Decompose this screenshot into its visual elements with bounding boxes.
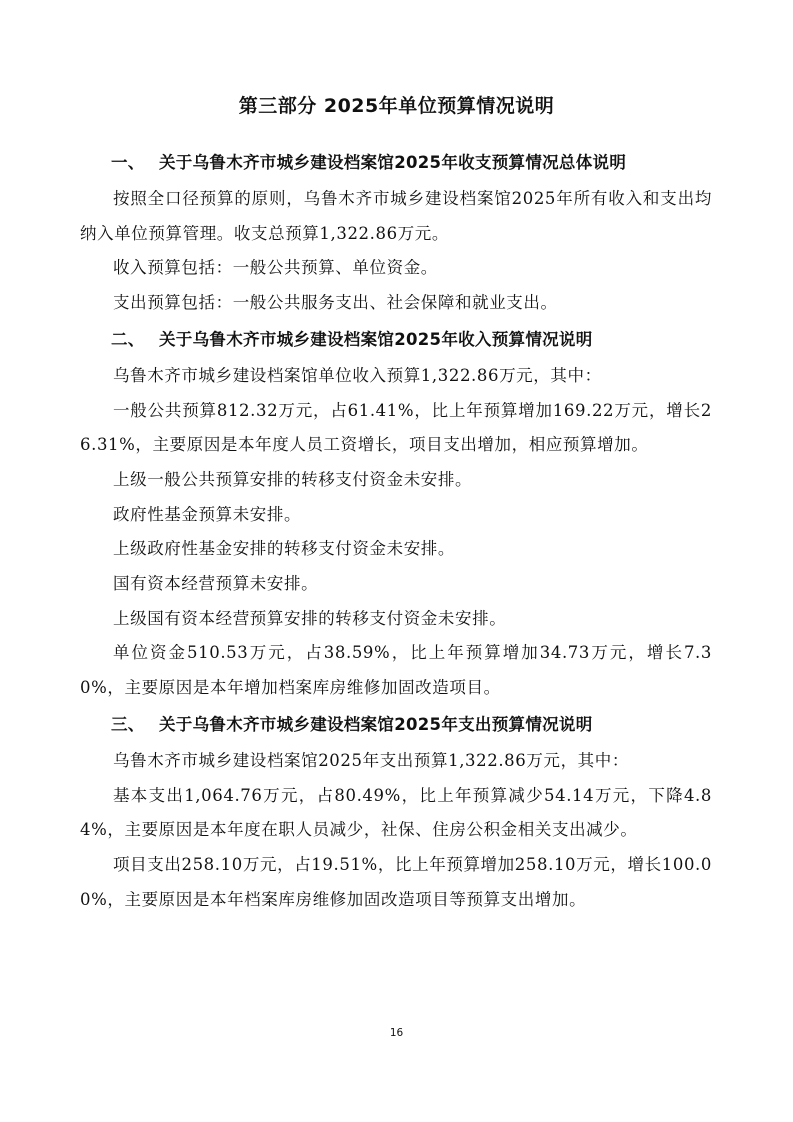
section-number-2: 二、 [111,329,145,349]
paragraph: 乌鲁木齐市城乡建设档案馆单位收入预算1,322.86万元，其中： [113,365,602,385]
paragraph: 一般公共预算812.32万元，占61.41%，比上年预算增加169.22万元，增长26.31%，主要原因是本年度人员工资增长，项目支出增加，相应预算增加。 [80,400,712,455]
section-heading-1 [80,144,712,182]
paragraph: 基本支出1,064.76万元，占80.49%，比上年预算减少54.14万元，下降4.84%，主要原因是本年度在职人员减少，社保、住房公积金相关支出减少。 [80,785,712,840]
paragraph: 乌鲁木齐市城乡建设档案馆2025年支出预算1,322.86万元，其中： [113,750,629,770]
page-number: 16 [389,1027,404,1039]
paragraph: 支出预算包括：一般公共服务支出、社会保障和就业支出。 [113,293,558,313]
paragraph: 按照全口径预算的原则，乌鲁木齐市城乡建设档案馆2025年所有收入和支出均纳入单位预算管理。收支总预算1,322.86万元。 [80,189,712,243]
paragraph: 政府性基金预算未安排。 [113,504,302,524]
section-title-3: 关于乌鲁木齐市城乡建设档案馆2025年支出预算情况说明 [159,714,593,734]
page-title: 第三部分 2025年单位预算情况说明 [238,95,555,117]
document-body [80,144,712,917]
section-number-3: 三、 [111,714,145,734]
section-number-1: 一、 [111,153,145,172]
section-title-2: 关于乌鲁木齐市城乡建设档案馆2025年收入预算情况说明 [159,329,593,349]
paragraph: 收入预算包括：一般公共预算、单位资金。 [113,258,438,278]
paragraph: 国有资本经营预算未安排。 [113,574,319,594]
paragraph: 上级政府性基金安排的转移支付资金未安排。 [113,539,455,559]
section-heading-2 [80,321,712,359]
paragraph: 上级一般公共预算安排的转移支付资金未安排。 [113,469,473,489]
section-title-1: 关于乌鲁木齐市城乡建设档案馆2025年收支预算情况总体说明 [159,153,627,172]
section-heading-3 [80,706,712,744]
paragraph: 上级国有资本经营预算安排的转移支付资金未安排。 [113,608,507,628]
paragraph: 项目支出258.10万元，占19.51%，比上年预算增加258.10万元，增长100.00%，主要原因是本年档案库房维修加固改造项目等预算支出增加。 [80,854,712,909]
paragraph: 单位资金510.53万元，占38.59%，比上年预算增加34.73万元，增长7.30%，主要原因是本年增加档案库房维修加固改造项目。 [80,643,712,698]
